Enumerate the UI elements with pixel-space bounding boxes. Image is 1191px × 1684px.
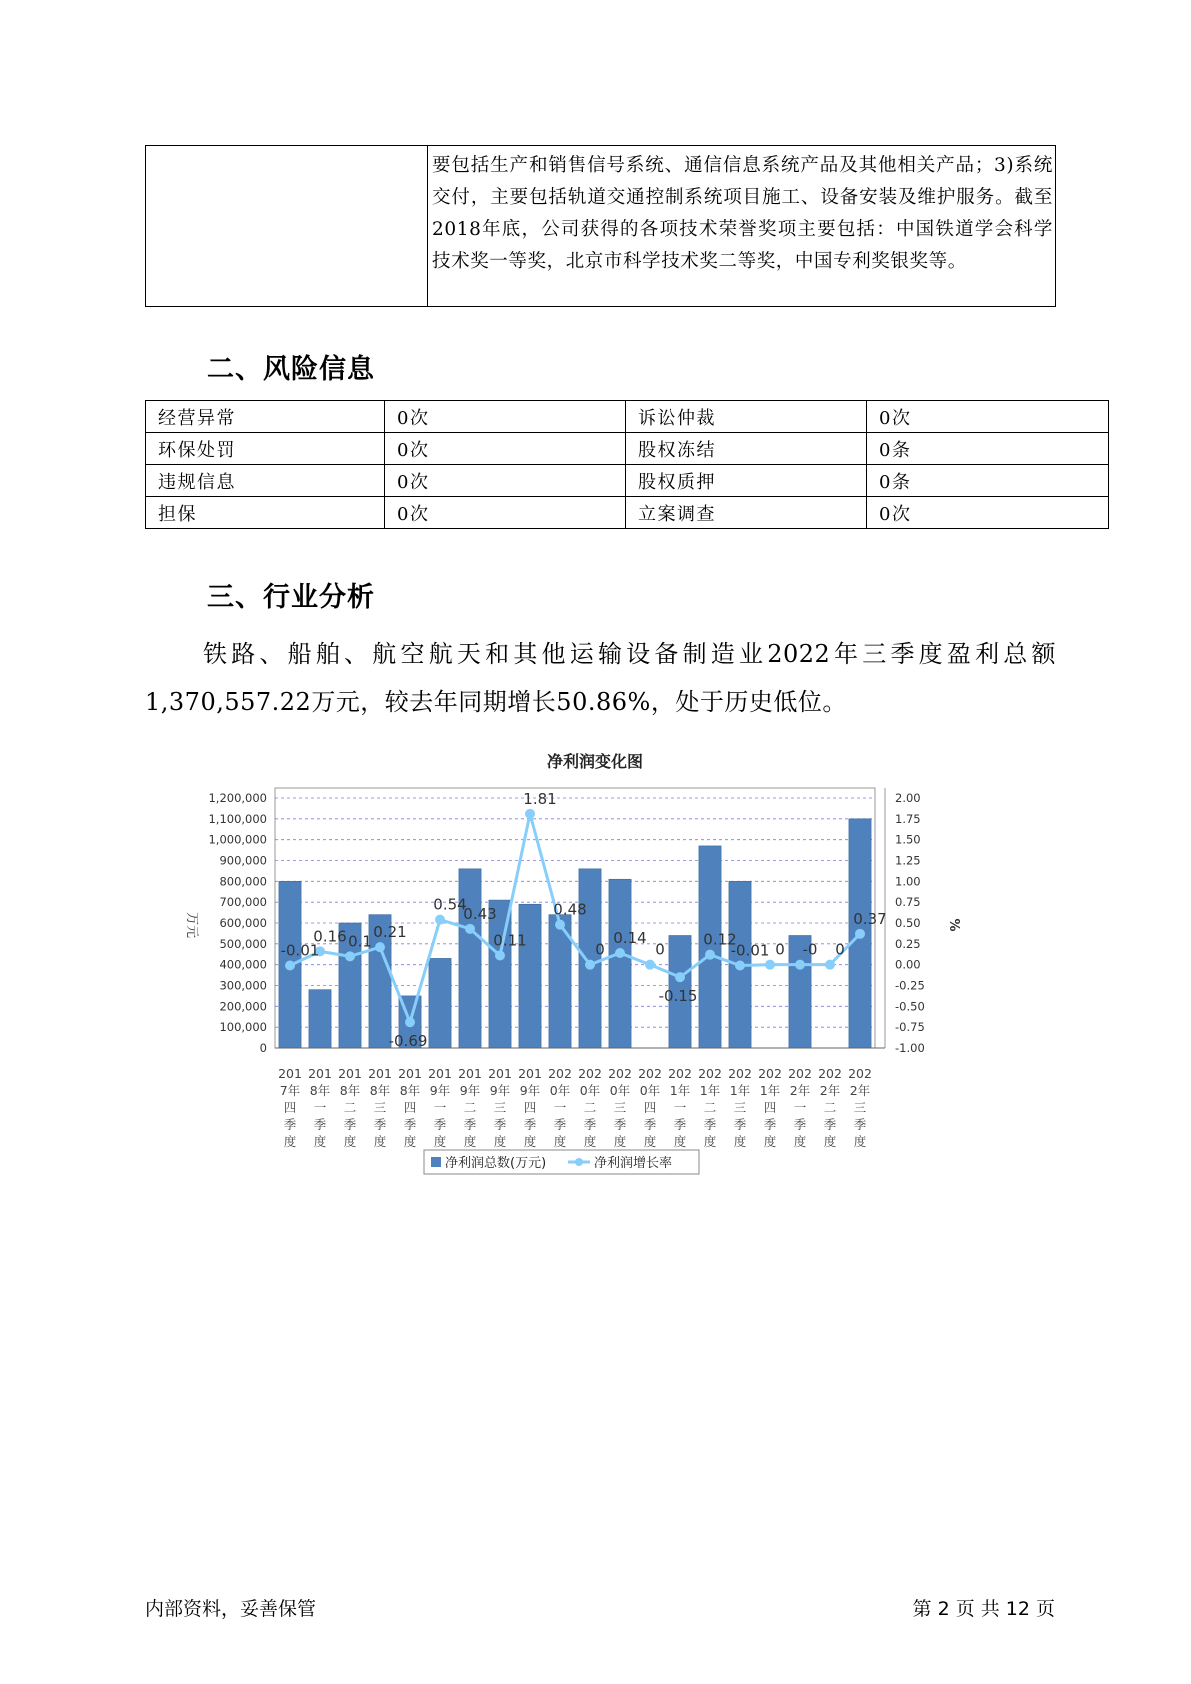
x-tick-label: 202 xyxy=(668,1066,692,1081)
growth-data-label: 0.14 xyxy=(613,929,647,947)
x-tick-label: 度 xyxy=(373,1134,387,1149)
x-tick-label: 季 xyxy=(343,1117,357,1132)
bar xyxy=(609,879,631,1048)
growth-data-label: -0.01 xyxy=(280,941,320,960)
risk-row xyxy=(146,497,1109,529)
x-tick-label: 202 xyxy=(848,1066,872,1081)
risk-value: 0次 xyxy=(385,497,626,529)
legend-bar-label: 净利润总数(万元) xyxy=(445,1156,547,1171)
x-tick-label: 201 xyxy=(458,1066,482,1081)
y-tick-label-left: 1,100,000 xyxy=(208,811,267,826)
y-axis-label-left: 万元 xyxy=(184,911,199,939)
growth-point xyxy=(705,950,715,960)
x-tick-label: 201 xyxy=(278,1066,302,1081)
industry-heading: 三、行业分析 xyxy=(207,582,375,613)
risk-row xyxy=(146,433,1109,465)
x-tick-label: 度 xyxy=(673,1134,687,1149)
x-tick-label: 季 xyxy=(553,1117,567,1132)
x-tick-label: 202 xyxy=(638,1066,662,1081)
x-tick-label: 1年 xyxy=(729,1083,751,1098)
risk-heading: 二、风险信息 xyxy=(207,354,375,385)
growth-data-label: -0.01 xyxy=(730,941,770,960)
y-tick-label-left: 1,000,000 xyxy=(208,832,267,847)
y-tick-label-right: 0.00 xyxy=(895,957,921,972)
risk-value: 0次 xyxy=(385,465,626,497)
x-tick-label: 8年 xyxy=(339,1083,361,1098)
bar xyxy=(519,904,541,1048)
x-tick-label: 季 xyxy=(403,1117,417,1132)
x-tick-label: 9年 xyxy=(429,1083,451,1098)
x-tick-label: 2年 xyxy=(849,1083,871,1098)
y-tick-label-left: 0 xyxy=(259,1041,267,1055)
page-number: 第 2 页 共 12 页 xyxy=(912,1598,1055,1620)
risk-label: 股权质押 xyxy=(626,465,867,497)
x-tick-label: 202 xyxy=(578,1066,602,1081)
x-tick-label: 0年 xyxy=(639,1083,661,1098)
x-tick-label: 度 xyxy=(463,1134,477,1149)
x-tick-label: 202 xyxy=(728,1066,752,1081)
x-tick-label: 度 xyxy=(793,1134,807,1149)
growth-point xyxy=(435,915,445,925)
x-tick-label: 季 xyxy=(583,1117,597,1132)
x-tick-label: 度 xyxy=(703,1134,717,1149)
x-tick-label: 一 xyxy=(793,1100,807,1115)
y-tick-label-left: 800,000 xyxy=(219,874,267,889)
risk-value: 0条 xyxy=(867,465,1109,497)
bar xyxy=(309,990,331,1048)
x-tick-label: 202 xyxy=(698,1066,722,1081)
legend-bar-swatch xyxy=(431,1157,441,1167)
x-tick-label: 201 xyxy=(518,1066,542,1081)
x-tick-label: 1年 xyxy=(759,1083,781,1098)
x-tick-label: 201 xyxy=(488,1066,512,1081)
x-tick-label: 度 xyxy=(823,1134,837,1149)
x-tick-label: 202 xyxy=(548,1066,572,1081)
risk-label: 股权冻结 xyxy=(626,433,867,465)
risk-value: 0次 xyxy=(385,401,626,433)
risk-label: 诉讼仲裁 xyxy=(626,401,867,433)
growth-data-label: 0.43 xyxy=(463,904,497,923)
x-tick-label: 度 xyxy=(283,1134,297,1149)
x-tick-label: 9年 xyxy=(459,1083,481,1098)
x-tick-label: 度 xyxy=(643,1134,657,1149)
risk-table xyxy=(145,400,1109,529)
x-tick-label: 季 xyxy=(283,1117,297,1132)
x-tick-label: 8年 xyxy=(309,1083,331,1098)
y-tick-label-right: 1.50 xyxy=(895,832,921,847)
x-tick-label: 度 xyxy=(613,1134,627,1149)
growth-point xyxy=(345,951,355,961)
x-tick-label: 季 xyxy=(313,1117,327,1132)
growth-point xyxy=(615,948,625,958)
growth-point xyxy=(765,960,775,970)
y-tick-label-right: 1.25 xyxy=(895,853,921,868)
x-tick-label: 201 xyxy=(428,1066,452,1081)
bar xyxy=(429,958,451,1048)
x-tick-label: 度 xyxy=(853,1134,867,1149)
x-tick-label: 季 xyxy=(703,1117,717,1132)
y-tick-label-right: 0.25 xyxy=(895,936,921,951)
y-tick-label-right: -0.75 xyxy=(895,1020,925,1035)
x-tick-label: 三 xyxy=(853,1100,867,1115)
risk-label: 担保 xyxy=(146,497,385,529)
x-tick-label: 四 xyxy=(283,1100,297,1115)
y-tick-label-left: 200,000 xyxy=(219,999,267,1014)
risk-row xyxy=(146,465,1109,497)
x-tick-label: 202 xyxy=(608,1066,632,1081)
risk-value: 0次 xyxy=(385,433,626,465)
x-tick-label: 季 xyxy=(373,1117,387,1132)
x-tick-label: 度 xyxy=(313,1134,327,1149)
x-tick-label: 0年 xyxy=(609,1083,631,1098)
x-tick-label: 度 xyxy=(523,1134,537,1149)
x-tick-label: 二 xyxy=(703,1100,717,1115)
x-tick-label: 2年 xyxy=(789,1083,811,1098)
x-tick-label: 8年 xyxy=(399,1083,421,1098)
growth-point xyxy=(495,951,505,961)
growth-data-label: 0.1 xyxy=(348,932,372,951)
y-tick-label-right: 2.00 xyxy=(895,791,921,805)
growth-point xyxy=(675,972,685,982)
x-tick-label: 季 xyxy=(613,1117,627,1132)
x-tick-label: 201 xyxy=(308,1066,332,1081)
x-tick-label: 季 xyxy=(643,1117,657,1132)
x-tick-label: 季 xyxy=(463,1117,477,1132)
y-tick-label-left: 100,000 xyxy=(219,1020,267,1035)
growth-point xyxy=(855,929,865,939)
growth-data-label: 0.48 xyxy=(553,900,587,919)
x-tick-label: 202 xyxy=(758,1066,782,1081)
risk-value: 0条 xyxy=(867,433,1109,465)
y-tick-label-left: 1,200,000 xyxy=(208,791,267,805)
y-tick-label-right: -0.25 xyxy=(895,978,925,993)
legend-line-marker xyxy=(575,1158,583,1166)
x-tick-label: 201 xyxy=(338,1066,362,1081)
y-axis-label-right: % xyxy=(946,918,961,932)
growth-data-label: 0.54 xyxy=(433,895,467,914)
x-tick-label: 四 xyxy=(763,1100,777,1115)
x-tick-label: 度 xyxy=(553,1134,567,1149)
x-tick-label: 季 xyxy=(673,1117,687,1132)
growth-data-label: 0.21 xyxy=(373,923,407,942)
growth-point xyxy=(285,961,295,971)
y-tick-label-left: 300,000 xyxy=(219,978,267,993)
x-tick-label: 二 xyxy=(463,1100,477,1115)
x-tick-label: 季 xyxy=(763,1117,777,1132)
y-tick-label-right: -1.00 xyxy=(895,1041,925,1055)
x-tick-label: 0年 xyxy=(579,1083,601,1098)
growth-data-label: 0 xyxy=(835,940,845,959)
description-label-cell xyxy=(146,146,428,307)
x-tick-label: 8年 xyxy=(369,1083,391,1098)
growth-point xyxy=(645,960,655,970)
growth-data-label: 0.37 xyxy=(853,909,887,928)
x-tick-label: 一 xyxy=(673,1100,687,1115)
y-tick-label-right: 0.75 xyxy=(895,895,921,910)
x-tick-label: 9年 xyxy=(519,1083,541,1098)
x-tick-label: 一 xyxy=(433,1100,447,1115)
growth-data-label: 0 xyxy=(595,940,605,959)
x-tick-label: 2年 xyxy=(819,1083,841,1098)
x-tick-label: 季 xyxy=(493,1117,507,1132)
x-tick-label: 二 xyxy=(343,1100,357,1115)
x-tick-label: 度 xyxy=(583,1134,597,1149)
x-tick-label: 202 xyxy=(818,1066,842,1081)
industry-paragraph: 铁路、船舶、航空航天和其他运输设备制造业2022年三季度盈利总额1,370,557.22万元，较去年同期增长50.86%，处于历史低位。 xyxy=(145,640,1056,716)
y-tick-label-left: 900,000 xyxy=(219,853,267,868)
x-tick-label: 四 xyxy=(523,1100,537,1115)
growth-data-label: 0 xyxy=(775,940,785,959)
x-tick-label: 201 xyxy=(368,1066,392,1081)
y-tick-label-right: 1.75 xyxy=(895,811,921,826)
x-tick-label: 季 xyxy=(523,1117,537,1132)
x-tick-label: 度 xyxy=(433,1134,447,1149)
x-tick-label: 季 xyxy=(793,1117,807,1132)
x-tick-label: 7年 xyxy=(279,1083,301,1098)
y-tick-label-right: -0.50 xyxy=(895,999,925,1014)
x-tick-label: 二 xyxy=(583,1100,597,1115)
growth-data-label: -0.15 xyxy=(658,987,698,1006)
x-tick-label: 三 xyxy=(373,1100,387,1115)
risk-label: 环保处罚 xyxy=(146,433,385,465)
x-tick-label: 三 xyxy=(493,1100,507,1115)
x-tick-label: 202 xyxy=(788,1066,812,1081)
growth-data-label: 0.12 xyxy=(703,930,737,949)
x-tick-label: 1年 xyxy=(699,1083,721,1098)
risk-value: 0次 xyxy=(867,497,1109,529)
growth-point xyxy=(525,809,535,819)
growth-point xyxy=(555,920,565,930)
x-tick-label: 四 xyxy=(403,1100,417,1115)
growth-data-label: 0 xyxy=(655,940,665,959)
x-tick-label: 201 xyxy=(398,1066,422,1081)
risk-value: 0次 xyxy=(867,401,1109,433)
y-tick-label-right: 0.50 xyxy=(895,916,921,930)
risk-row xyxy=(146,401,1109,433)
x-tick-label: 三 xyxy=(613,1100,627,1115)
x-tick-label: 度 xyxy=(343,1134,357,1149)
x-tick-label: 二 xyxy=(823,1100,837,1115)
x-tick-label: 四 xyxy=(643,1100,657,1115)
x-tick-label: 一 xyxy=(313,1100,327,1115)
x-tick-label: 9年 xyxy=(489,1083,511,1098)
x-tick-label: 季 xyxy=(853,1117,867,1132)
footer-note: 内部资料，妥善保管 xyxy=(145,1598,317,1620)
growth-point xyxy=(795,960,805,970)
risk-label: 立案调查 xyxy=(626,497,867,529)
x-tick-label: 度 xyxy=(493,1134,507,1149)
legend-line-label: 净利润增长率 xyxy=(594,1156,673,1171)
y-tick-label-right: 1.00 xyxy=(895,874,921,889)
y-tick-label-left: 700,000 xyxy=(219,895,267,910)
y-tick-label-left: 400,000 xyxy=(219,957,267,972)
growth-data-label: 0.16 xyxy=(313,927,347,946)
x-tick-label: 0年 xyxy=(549,1083,571,1098)
chart-title: 净利润变化图 xyxy=(546,752,644,771)
growth-point xyxy=(405,1017,415,1027)
growth-point xyxy=(825,960,835,970)
growth-data-label: 1.81 xyxy=(523,789,557,808)
growth-point xyxy=(465,924,475,934)
y-tick-label-left: 600,000 xyxy=(219,916,267,930)
growth-data-label: 0.11 xyxy=(493,931,527,950)
x-tick-label: 季 xyxy=(823,1117,837,1132)
growth-point xyxy=(375,942,385,952)
x-tick-label: 季 xyxy=(733,1117,747,1132)
x-tick-label: 一 xyxy=(553,1100,567,1115)
growth-data-label: -0.69 xyxy=(388,1032,428,1051)
x-tick-label: 度 xyxy=(403,1134,417,1149)
y-tick-label-left: 500,000 xyxy=(219,936,267,951)
x-tick-label: 1年 xyxy=(669,1083,691,1098)
business-description-table xyxy=(145,145,1056,307)
net-profit-chart xyxy=(170,745,961,1205)
x-tick-label: 度 xyxy=(733,1134,747,1149)
growth-point xyxy=(735,961,745,971)
x-tick-label: 季 xyxy=(433,1117,447,1132)
x-tick-label: 三 xyxy=(733,1100,747,1115)
risk-label: 违规信息 xyxy=(146,465,385,497)
growth-point xyxy=(585,960,595,970)
x-tick-label: 度 xyxy=(763,1134,777,1149)
description-cell: 要包括生产和销售信号系统、通信信息系统产品及其他相关产品；3)系统交付，主要包括轨道交通控制系统项目施工、设备安装及维护服务。截至2018年底，公司获得的各项技术荣誉奖项主要包括：中国铁道学会科学技术奖一等奖，北京市科学技术奖二等奖，中国专利奖银奖等。 xyxy=(428,146,1056,307)
risk-label: 经营异常 xyxy=(146,401,385,433)
growth-data-label: -0 xyxy=(802,940,818,959)
